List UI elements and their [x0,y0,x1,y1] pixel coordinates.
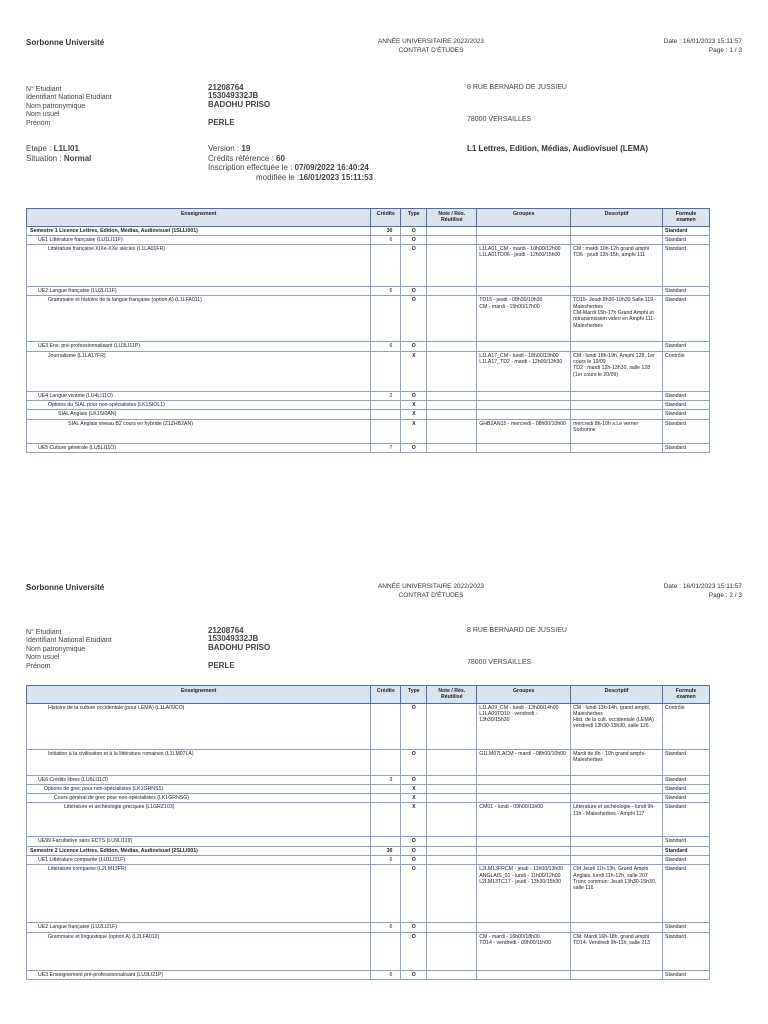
course-exam-formula: Contrôle [662,703,709,749]
course-credits [371,419,401,443]
credits-label: Crédits référence : [208,153,274,163]
course-type: O [401,837,427,846]
student-info [26,627,742,677]
page-header [26,583,742,607]
course-exam-formula: Contrôle [662,351,709,391]
course-groups [477,784,571,793]
course-groups: L1LA17_CM - lundi - 18h00/19h00 L1LA17_TD2 - mardi - 12h00/13h30 [477,351,571,391]
course-credits: 6 [371,856,401,865]
course-exam-formula: Standard [662,235,709,244]
label-student-number: N° Etudiant [26,629,62,636]
course-exam-formula: Standard [662,342,709,351]
course-credits: 2 [371,391,401,400]
course-row [27,703,710,749]
course-credits: 30 [371,846,401,855]
student-values [208,627,270,671]
course-exam-formula: Standard [662,245,709,287]
academic-year: ANNÉE UNIVERSITAIRE 2022/2023 [377,38,485,45]
col-groupes: Groupes [477,209,571,227]
course-groups [477,923,571,932]
course-description [571,837,663,846]
course-credits: 6 [371,970,401,979]
course-type: O [401,235,427,244]
course-row [27,235,710,244]
course-note [427,401,477,410]
contract-title [371,38,491,55]
course-name: Grammaire et linguistique (option A) (L2LFA012) [27,932,371,970]
course-credits [371,351,401,391]
course-exam-formula: Standard [662,443,709,452]
semester-row [27,846,710,855]
course-note [427,443,477,452]
course-note [427,410,477,419]
birth-name: BADOHU PRISO [208,642,271,652]
course-credits [371,410,401,419]
course-credits: 7 [371,443,401,452]
course-note [427,932,477,970]
course-type: X [401,351,427,391]
course-note [427,784,477,793]
course-groups [477,401,571,410]
credits-value: 60 [276,153,285,163]
course-name: Littérature et archéologie grecques (L1GRZ103) [27,803,371,837]
course-description [571,775,663,784]
course-name: UE3 Enseignement pré-professionnalisant (LU3LI21P) [27,970,371,979]
course-row [27,794,710,803]
label-usual-name: Nom usuel [26,654,60,662]
course-description: CM : mardi 10h-12h grand amphi TD6 : jeudi 12h-15h, amphi 111 [571,245,663,287]
course-name: Semestre 1 Licence Lettres, Edition, Médias, Audiovisuel (1SLLI001) [27,226,371,235]
course-name: UE1 Littérature comparée (LU1LI21F) [27,856,371,865]
label-birth-name: Nom patronymique [26,645,86,653]
course-name: Grammaire et histoire de la langue française (option A) (L1LFA011) [27,296,371,342]
course-exam-formula: Standard [662,794,709,803]
course-groups [477,287,571,296]
date-block [664,38,742,55]
course-groups [477,235,571,244]
course-credits: 6 [371,342,401,351]
col-enseignement: Enseignement [27,686,371,704]
contract-label: CONTRAT D'ÉTUDES [398,46,464,54]
course-description: TD15- Jeudi 8h30-10h30 Salle 119 - Malesherbes CM-Mardi 15h-17h Grand Amphi et retransmission video en Amphi 111- Malesherbes [571,296,663,342]
course-type: X [401,784,427,793]
course-credits [371,794,401,803]
course-type: O [401,865,427,923]
course-credits [371,296,401,342]
course-groups [477,410,571,419]
course-note [427,391,477,400]
course-note [427,803,477,837]
contract-title [371,583,491,600]
student-number: 21208764 [208,626,244,635]
national-id: 153049332JB [208,91,259,101]
course-groups: GHB2AN15 - mercredi - 08h00/10h00 [477,419,571,443]
course-row [27,245,710,287]
course-note [427,245,477,287]
situation-value: Normal [63,153,92,163]
course-exam-formula: Standard [662,970,709,979]
course-description: Littérature et archéologie - lundi 9h-11h - Malesherbes - Amphi 117 [571,803,663,837]
inscription-label: Inscription effectuée le : [208,163,293,172]
course-credits: 3 [371,775,401,784]
course-row [27,775,710,784]
course-note [427,235,477,244]
version-label: Version : [208,144,240,153]
course-name: UE5 Culture générale (LU5LI11O) [27,443,371,452]
address: 8 RUE BERNARD DE JUSSIEU [467,84,567,91]
course-groups: G1LM07LACM - mardi - 08h00/10h00 [477,749,571,775]
course-exam-formula: Standard [662,401,709,410]
program-name: L1 Lettres, Edition, Médias, Audiovisuel (LEMA) [467,144,649,153]
label-first-name: Prénom [26,662,51,670]
course-name: Options du SIAL pour non-spécialistes (LK1SIOL1) [27,401,371,410]
course-row [27,749,710,775]
academic-year: ANNÉE UNIVERSITAIRE 2022/2023 [377,583,485,590]
col-credits: Crédits [371,209,401,227]
course-row [27,784,710,793]
course-exam-formula: Standard [662,410,709,419]
course-exam-formula: Standard [662,803,709,837]
course-name: Littérature française XIXe-XXe siècles (L1LA01FR) [27,245,371,287]
course-note [427,419,477,443]
first-name: PERLE [208,118,235,128]
course-description [571,235,663,244]
course-groups: L1LA01_CM - mardi - 10h00/12h00 L1LA01TD06 - jeudi - 12h00/15h00 [477,245,571,287]
course-name: SIAL Anglais (LK1SI0AN) [27,410,371,419]
course-note [427,226,477,235]
course-row [27,410,710,419]
course-description [571,923,663,932]
course-type: O [401,226,427,235]
city: 78000 VERSAILLES [467,659,532,666]
course-note [427,296,477,342]
course-groups [477,443,571,452]
course-exam-formula: Standard [662,846,709,855]
col-credits: Crédits [371,686,401,704]
course-type: O [401,846,427,855]
col-descriptif: Descriptif [571,209,663,227]
student-labels [26,629,112,671]
course-name: Semestre 2 Licence Lettres, Edition, Médias, Audiovisuel (2SLLI001) [27,846,371,855]
page-number: Page : 2 / 3 [708,591,742,599]
course-type: O [401,245,427,287]
course-name: Histoire de la culture occidentale (pour LEMA) (L1LA09CO) [27,703,371,749]
course-name: Initiation à la civilisation et à la littérature romaines (L1LM07LA) [27,749,371,775]
course-row [27,856,710,865]
course-description [571,342,663,351]
course-note [427,351,477,391]
course-credits [371,749,401,775]
course-credits [371,865,401,923]
university-name: Sorbonne Université [26,38,105,47]
course-type: X [401,803,427,837]
table-header-row [27,686,710,704]
course-note [427,865,477,923]
course-credits: 6 [371,923,401,932]
col-note: Note / Rés. Réutilisé [427,686,477,704]
course-credits [371,803,401,837]
course-groups [477,226,571,235]
course-exam-formula: Standard [662,749,709,775]
col-type: Type [401,209,427,227]
course-exam-formula: Standard [662,932,709,970]
course-note [427,794,477,803]
version-value: 19 [241,144,251,153]
date-block [664,583,742,600]
course-description: CM: Mardi 16h-18h, grand amphi TD14: Vendredi 9h-11h, salle 213 [571,932,663,970]
situation-label: Situation : [26,153,62,163]
course-description [571,443,663,452]
course-description [571,391,663,400]
course-groups [477,775,571,784]
course-description [571,410,663,419]
course-groups [477,794,571,803]
course-row [27,923,710,932]
course-groups [477,342,571,351]
course-description: mercredi 8h-10h s.Le verrier Sorbonne [571,419,663,443]
course-description [571,287,663,296]
address: 8 RUE BERNARD DE JUSSIEU [467,627,567,634]
table-header-row [27,209,710,227]
course-exam-formula: Standard [662,865,709,923]
course-row [27,970,710,979]
course-credits [371,401,401,410]
course-exam-formula: Standard [662,784,709,793]
course-credits [371,784,401,793]
course-row [27,837,710,846]
course-description [571,856,663,865]
course-description [571,970,663,979]
col-formule: Formule examen [662,686,709,704]
course-type: X [401,401,427,410]
course-name: UE6 Crédits libres (LU6LI11O) [27,775,371,784]
course-name: UE2 Langue française (LU2LI21F) [27,923,371,932]
course-note [427,703,477,749]
course-groups: L2LM13FRCM - jeudi - 11h00/13h00 ANGLAIS_01 - lundi - 11h00/12h00 L2LM13TC17 - jeudi - 13h30/15h30 [477,865,571,923]
course-groups [477,856,571,865]
course-credits [371,245,401,287]
course-name: UE99 Facultative sans ECTS (LU9LI119) [27,837,371,846]
city: 78000 VERSAILLES [467,116,532,123]
course-description [571,794,663,803]
courses-table [26,685,710,980]
course-type: X [401,410,427,419]
course-description: CM Jeudi 11h-13h, Grand Amphi Anglais, lundi 11h-12h, salle 207 Tronc commun: Jeudi 13h30-15h30, salle 116 [571,865,663,923]
student-number: 21208764 [208,83,244,92]
course-exam-formula: Standard [662,287,709,296]
national-id: 153049332JB [208,634,259,644]
course-credits [371,837,401,846]
course-type: O [401,856,427,865]
course-description [571,784,663,793]
course-groups [477,970,571,979]
course-row [27,443,710,452]
course-row [27,865,710,923]
course-name: SIAL Anglais niveau B2 cours en hybride (Z1ZHB2AN) [27,419,371,443]
course-exam-formula: Standard [662,226,709,235]
page-header [26,38,742,62]
course-exam-formula: Standard [662,923,709,932]
course-exam-formula: Standard [662,296,709,342]
course-name: Options de grec pour non-spécialistes (LK1GRNS1) [27,784,371,793]
university-name: Sorbonne Université [26,583,105,592]
label-national-id: Identifiant National Etudiant [26,94,112,102]
course-name: UE4 Langue vivante (LU4LI11O) [27,391,371,400]
inscription-value: 07/09/2022 16:40:24 [294,163,369,172]
course-row [27,296,710,342]
course-groups [477,391,571,400]
course-name: Littérature comparée (L2LM13FR) [27,865,371,923]
course-note [427,775,477,784]
courses-table [26,208,710,453]
course-exam-formula: Standard [662,837,709,846]
version-block [208,144,373,182]
course-note [427,923,477,932]
label-first-name: Prénom [26,119,51,127]
course-description: Mardi de 8h - 10h grand amphi-Malesherbes [571,749,663,775]
course-description [571,846,663,855]
label-birth-name: Nom patronymique [26,102,86,110]
course-type: O [401,775,427,784]
page-number: Page : 1 / 3 [708,46,742,54]
contract-page-2 [0,545,768,1024]
course-type: O [401,923,427,932]
course-note [427,837,477,846]
modified-value: 16/01/2023 15:11:53 [299,172,373,182]
course-credits: 6 [371,287,401,296]
col-descriptif: Descriptif [571,686,663,704]
etape-block [26,144,91,163]
course-type: O [401,749,427,775]
col-note: Note / Rés. Réutilisé [427,209,477,227]
course-groups: CM - mardi - 16h00/18h00 TD14 - vendredi - 09h00/11h00 [477,932,571,970]
course-groups [477,846,571,855]
course-name: Cours général de grec pour non-spécialistes (LK1GRNSG) [27,794,371,803]
course-type: X [401,419,427,443]
course-type: X [401,794,427,803]
course-groups: TD15 - jeudi - 08h30/10h30 CM - mardi - 15h00/17h00 [477,296,571,342]
print-date: Date : 16/01/2023 15:11:57 [663,583,742,590]
student-info [26,84,742,134]
course-row [27,803,710,837]
course-description: CM : lundi 18h-19h, Amphi 128, 1er cours le 19/09 TD2 : mardi 12h-13h30, salle 128 (1er cours le 20/09) [571,351,663,391]
course-row [27,932,710,970]
course-note [427,749,477,775]
course-type: O [401,703,427,749]
course-row [27,287,710,296]
col-type: Type [401,686,427,704]
course-type: O [401,970,427,979]
course-type: O [401,287,427,296]
col-groupes: Groupes [477,686,571,704]
course-credits: 30 [371,226,401,235]
course-exam-formula: Standard [662,419,709,443]
course-note [427,342,477,351]
course-credits: 6 [371,235,401,244]
course-row [27,419,710,443]
label-usual-name: Nom usuel [26,111,60,119]
course-description [571,401,663,410]
label-student-number: N° Etudiant [26,86,62,93]
course-credits [371,932,401,970]
course-type: O [401,443,427,452]
course-type: O [401,391,427,400]
semester-row [27,226,710,235]
course-type: O [401,296,427,342]
etape-label: Etape : [26,144,52,153]
course-exam-formula: Standard [662,775,709,784]
student-values [208,84,270,128]
first-name: PERLE [208,661,235,671]
course-name: UE1 Littérature française (LU1LI11F) [27,235,371,244]
course-groups [477,837,571,846]
etape-value: L1LI01 [53,144,79,153]
course-exam-formula: Standard [662,856,709,865]
course-description [571,226,663,235]
label-national-id: Identifiant National Etudiant [26,637,112,645]
course-credits [371,703,401,749]
course-type: O [401,932,427,970]
course-name: Journalisme (L1LA17FR) [27,351,371,391]
contract-label: CONTRAT D'ÉTUDES [398,591,464,599]
course-note [427,856,477,865]
birth-name: BADOHU PRISO [208,99,271,109]
course-row [27,342,710,351]
course-type: O [401,342,427,351]
course-note [427,287,477,296]
course-groups: CM01 - lundi - 09h00/11h00 [477,803,571,837]
course-note [427,970,477,979]
course-row [27,401,710,410]
student-labels [26,86,112,128]
course-name: UE3 Ens. pré-professionnalisant (LU3LI11P) [27,342,371,351]
course-name: UE2 Langue française (LU2LI11F) [27,287,371,296]
modified-label: modifiée le : [256,172,300,182]
col-formule: Formule examen [662,209,709,227]
course-exam-formula: Standard [662,391,709,400]
course-groups: L1LA09_CM - lundi - 13h00/14h00 L1LA09TD10 - vendredi - 13h30/15h30 [477,703,571,749]
print-date: Date : 16/01/2023 15:11:57 [663,38,742,45]
course-row [27,391,710,400]
course-description: CM : lundi 13h-14h, grand amphi, Malesherbes Hist. de la cult. occidentale (LEMA) : vendredi 13h30-15h30, salle 126 [571,703,663,749]
course-note [427,846,477,855]
course-row [27,351,710,391]
col-enseignement: Enseignement [27,209,371,227]
